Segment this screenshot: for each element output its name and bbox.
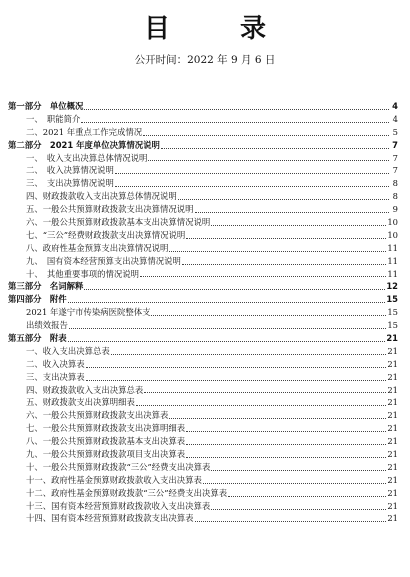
- toc-entry[interactable]: [8, 113, 398, 126]
- toc-page-number: 10: [387, 217, 398, 227]
- toc-page-number: 11: [387, 255, 398, 266]
- toc-page-number: 21: [387, 358, 398, 369]
- toc-entry[interactable]: [8, 384, 398, 397]
- toc-entry-label: 九、 国有资本经营预算支出决算情况说明: [26, 255, 181, 266]
- toc-page-number: 21: [387, 436, 398, 447]
- toc-page-number: 12: [386, 281, 398, 292]
- toc-leader-dots: [169, 417, 386, 419]
- toc-entry[interactable]: [8, 190, 398, 203]
- toc-entry-label: 四、财政拨款收入支出决算总表: [26, 384, 144, 395]
- toc-entry[interactable]: [8, 371, 398, 384]
- toc-page-number: 21: [387, 449, 398, 460]
- toc-page-number: 15: [387, 307, 398, 318]
- toc-entry[interactable]: [8, 409, 398, 422]
- toc-page-number: 21: [387, 423, 398, 434]
- toc-leader-dots: [182, 263, 386, 265]
- toc-entry-label: 三、支出决算表: [26, 371, 85, 382]
- toc-entry[interactable]: [8, 396, 398, 409]
- toc-entry-label: 七、“三公”经费财政拨款支出决算情况说明: [26, 229, 186, 240]
- toc-leader-dots: [186, 443, 386, 445]
- toc-entry-label: 八、政府性基金预算支出决算情况说明: [26, 242, 169, 253]
- toc-page-number: 7: [392, 152, 398, 163]
- toc-entry-label: 九、一般公共预算财政拨款项目支出决算表: [26, 449, 186, 460]
- toc-page-number: 7: [392, 139, 398, 150]
- toc-page-number: 4: [392, 100, 398, 111]
- toc-page-number: 5: [392, 126, 398, 137]
- toc-leader-dots: [151, 314, 386, 316]
- toc-leader-dots: [169, 250, 386, 252]
- toc-entry-label: 出绩效报告: [26, 320, 68, 331]
- toc-entry[interactable]: [8, 358, 398, 371]
- toc-leader-dots: [178, 198, 389, 200]
- toc-entry-label: 五、财政拨款支出决算明细表: [26, 397, 135, 408]
- toc-entry-label: 六、一般公共预算财政拨款基本支出决算情况说明: [26, 217, 211, 227]
- toc-entry-label: 十四、国有资本经营预算财政拨款支出决算表: [26, 513, 194, 524]
- table-of-contents: [8, 100, 398, 525]
- toc-page-number: 21: [386, 333, 398, 344]
- toc-page-number: 15: [387, 320, 398, 331]
- toc-entry[interactable]: [8, 435, 398, 448]
- toc-entry[interactable]: [8, 513, 398, 526]
- toc-leader-dots: [69, 327, 386, 329]
- toc-leader-dots: [186, 430, 386, 432]
- toc-entry[interactable]: [8, 474, 398, 487]
- toc-page-number: 4: [392, 113, 398, 124]
- toc-entry[interactable]: [8, 177, 398, 190]
- toc-leader-dots: [211, 224, 386, 226]
- toc-leader-dots: [84, 108, 389, 110]
- toc-page-number: 8: [392, 191, 398, 202]
- toc-leader-dots: [186, 237, 386, 239]
- toc-page-number: 9: [392, 204, 398, 215]
- toc-leader-dots: [203, 482, 386, 484]
- toc-part-heading[interactable]: [8, 293, 398, 306]
- toc-entry[interactable]: [8, 152, 398, 165]
- toc-leader-dots: [140, 275, 386, 277]
- toc-entry[interactable]: [8, 422, 398, 435]
- toc-page-number: 21: [387, 461, 398, 472]
- toc-part-heading[interactable]: [8, 139, 398, 152]
- toc-entry-label: 第一部分 单位概况: [8, 100, 84, 111]
- toc-leader-dots: [81, 121, 389, 123]
- toc-leader-dots: [143, 134, 389, 136]
- toc-leader-dots: [111, 353, 387, 355]
- toc-page-number: 8: [392, 178, 398, 189]
- toc-entry-label: 2021 年遂宁市传染病医院整体支: [26, 307, 151, 318]
- toc-entry[interactable]: [8, 487, 398, 500]
- toc-entry[interactable]: [8, 461, 398, 474]
- toc-page-number: 21: [387, 371, 398, 382]
- toc-leader-dots: [195, 520, 387, 522]
- toc-entry[interactable]: [8, 345, 398, 358]
- toc-entry-label: 第二部分 2021 年度单位决算情况说明: [8, 139, 160, 150]
- toc-entry-label: 十一、政府性基金预算财政拨款收入支出决算表: [26, 474, 202, 485]
- publish-date: 公开时间：2022 年 9 月 6 日: [134, 54, 276, 66]
- toc-entry[interactable]: [8, 306, 398, 319]
- toc-page-number: 21: [387, 487, 398, 498]
- toc-leader-dots: [136, 404, 386, 406]
- toc-entry-label: 十二、政府性基金预算财政拨款“三公”经费支出决算表: [26, 487, 228, 498]
- toc-entry-label: 一、 收入支出决算总体情况说明: [26, 152, 148, 163]
- toc-entry[interactable]: [8, 255, 398, 268]
- toc-entry-label: 四、财政拨款收入支出决算总体情况说明: [26, 191, 177, 202]
- toc-page-number: 21: [387, 513, 398, 524]
- toc-entry-label: 十、 其他重要事项的情况说明: [26, 268, 140, 279]
- toc-entry[interactable]: [8, 268, 398, 281]
- toc-leader-dots: [195, 211, 390, 213]
- toc-page-number: 21: [387, 410, 398, 421]
- toc-entry[interactable]: [8, 216, 398, 229]
- toc-page-number: 11: [387, 268, 398, 279]
- toc-entry-label: 六、一般公共预算财政拨款支出决算表: [26, 410, 169, 421]
- toc-leader-dots: [115, 172, 389, 174]
- toc-entry-label: 二、收入决算表: [26, 358, 85, 369]
- toc-leader-dots: [211, 508, 386, 510]
- toc-page-number: 21: [387, 384, 398, 395]
- toc-entry-label: 二、2021 年重点工作完成情况: [26, 126, 143, 137]
- toc-entry-label: 三、 支出决算情况说明: [26, 178, 114, 189]
- toc-leader-dots: [148, 159, 389, 161]
- toc-part-heading[interactable]: [8, 280, 398, 293]
- toc-entry-label: 七、一般公共预算财政拨款支出决算明细表: [26, 423, 186, 434]
- page-title: 目 录: [143, 14, 288, 44]
- toc-leader-dots: [161, 147, 389, 149]
- toc-leader-dots: [68, 340, 386, 342]
- toc-leader-dots: [144, 391, 386, 393]
- toc-entry-label: 第五部分 附表: [8, 333, 67, 344]
- toc-leader-dots: [115, 185, 389, 187]
- toc-leader-dots: [211, 469, 386, 471]
- toc-page-number: 21: [387, 474, 398, 485]
- toc-page-number: 7: [392, 165, 398, 176]
- toc-entry-label: 十三、国有资本经营预算财政拨款收入支出决算表: [26, 500, 211, 511]
- toc-entry[interactable]: [8, 448, 398, 461]
- toc-part-heading[interactable]: [8, 100, 398, 113]
- toc-leader-dots: [86, 366, 387, 368]
- toc-leader-dots: [228, 495, 386, 497]
- toc-entry-label: 五、一般公共预算财政拨款支出决算情况说明: [26, 204, 194, 215]
- toc-entry-label: 二、 收入决算情况说明: [26, 165, 114, 176]
- toc-page-number: 21: [387, 500, 398, 511]
- toc-page-number: 10: [387, 229, 398, 240]
- toc-entry-label: 一、 职能简介: [26, 113, 81, 124]
- toc-entry[interactable]: [8, 126, 398, 139]
- toc-part-heading[interactable]: [8, 332, 398, 345]
- toc-entry[interactable]: [8, 500, 398, 513]
- toc-page-number: 21: [387, 397, 398, 408]
- toc-entry-label: 八、一般公共预算财政拨款基本支出决算表: [26, 436, 186, 447]
- toc-entry-label: 第四部分 附件: [8, 294, 67, 305]
- toc-entry[interactable]: [8, 242, 398, 255]
- toc-page-number: 15: [386, 294, 398, 305]
- toc-entry[interactable]: [8, 203, 398, 216]
- toc-leader-dots: [84, 288, 385, 290]
- toc-leader-dots: [186, 456, 386, 458]
- toc-entry-label: 第三部分 名词解释: [8, 281, 84, 292]
- toc-page-number: 21: [387, 345, 398, 356]
- toc-entry-label: 一、收入支出决算总表: [26, 345, 110, 356]
- toc-entry-label: 十、一般公共预算财政拨款“三公”经费支出决算表: [26, 461, 211, 472]
- toc-leader-dots: [86, 379, 387, 381]
- toc-page-number: 11: [387, 242, 398, 253]
- toc-entry[interactable]: [8, 229, 398, 242]
- toc-leader-dots: [68, 301, 386, 303]
- toc-entry[interactable]: [8, 319, 398, 332]
- toc-entry[interactable]: [8, 164, 398, 177]
